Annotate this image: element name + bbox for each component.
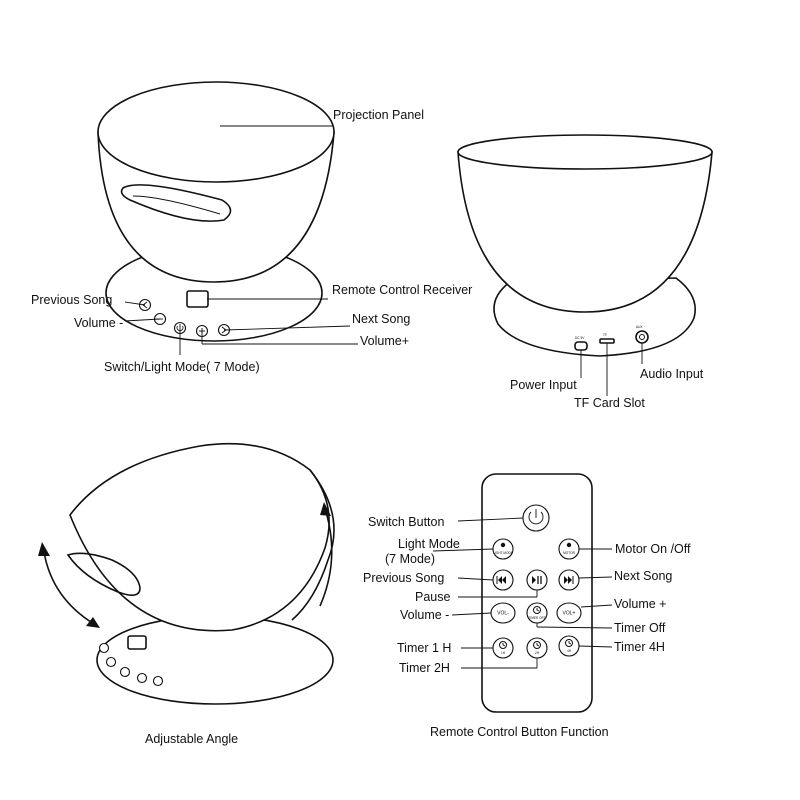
label-remote-caption: Remote Control Button Function [430, 725, 609, 739]
svg-text:VOL+: VOL+ [562, 610, 576, 617]
label-volume-plus: Volume+ [360, 334, 409, 348]
svg-text:LIGHT MODE: LIGHT MODE [493, 551, 513, 555]
label-adjustable-angle: Adjustable Angle [145, 732, 239, 746]
tilted-device [68, 444, 334, 704]
label-previous-song: Previous Song [31, 293, 113, 307]
label-remote-next-song: Next Song [614, 569, 673, 583]
label-remote-switch-button: Switch Button [368, 515, 445, 529]
remote-pause-button[interactable] [527, 570, 547, 590]
remote-volume-minus-button[interactable] [491, 603, 515, 623]
label-remote-timer-off: Timer Off [614, 621, 666, 635]
label-remote-control-receiver: Remote Control Receiver [332, 283, 473, 297]
svg-text:4H: 4H [566, 649, 572, 653]
svg-text:VOL-: VOL- [497, 610, 509, 617]
front-view-device [98, 82, 334, 341]
remote-previous-song-button[interactable] [493, 570, 513, 590]
label-tf-card-slot: TF Card Slot [574, 396, 645, 410]
remote-light-mode-button[interactable] [493, 539, 513, 559]
tf-card-slot [600, 339, 614, 343]
label-remote-light-mode-line2: (7 Mode) [385, 552, 436, 566]
label-remote-pause: Pause [415, 590, 451, 604]
label-remote-volume-plus: Volume + [614, 597, 667, 611]
label-power-input: Power Input [510, 378, 577, 392]
label-remote-timer-2h: Timer 2H [399, 661, 450, 675]
label-remote-timer-4h: Timer 4H [614, 640, 665, 654]
label-remote-volume-minus: Volume - [400, 608, 450, 622]
remote-timer-off-button[interactable] [527, 603, 547, 623]
port-label-aux: AUX [636, 325, 643, 329]
remote-timer-4h-button[interactable] [559, 636, 579, 656]
remote-switch-button[interactable] [523, 505, 549, 531]
remote-next-song-button[interactable] [559, 570, 579, 590]
svg-text:TIMER OFF: TIMER OFF [528, 616, 546, 620]
svg-text:1H: 1H [500, 651, 506, 655]
remote-timer-1h-button[interactable] [493, 638, 513, 658]
label-remote-light-mode-line1: Light Mode [398, 537, 460, 551]
remote-volume-plus-button[interactable] [557, 603, 581, 623]
audio-input-jack [636, 331, 648, 343]
label-next-song: Next Song [352, 312, 411, 326]
label-remote-motor-on-off: Motor On /Off [615, 542, 691, 556]
remote-timer-2h-button[interactable] [527, 638, 547, 658]
label-volume-minus: Volume - [74, 316, 124, 330]
port-label-tf: TF [603, 333, 607, 337]
label-projection-panel: Projection Panel [333, 108, 425, 122]
label-remote-timer-1h: Timer 1 H [397, 641, 452, 655]
label-switch-light-mode: Switch/Light Mode( 7 Mode) [104, 360, 260, 374]
back-view-device [458, 135, 712, 356]
label-remote-previous-song: Previous Song [363, 571, 445, 585]
remote-motor-button[interactable] [559, 539, 579, 559]
remote-receiver-window [187, 291, 208, 307]
power-input-port [575, 342, 587, 350]
port-label-dc: DC 5V [575, 336, 585, 340]
svg-text:2H: 2H [534, 651, 540, 655]
svg-text:MOTOR: MOTOR [563, 551, 575, 555]
label-audio-input: Audio Input [640, 367, 704, 381]
